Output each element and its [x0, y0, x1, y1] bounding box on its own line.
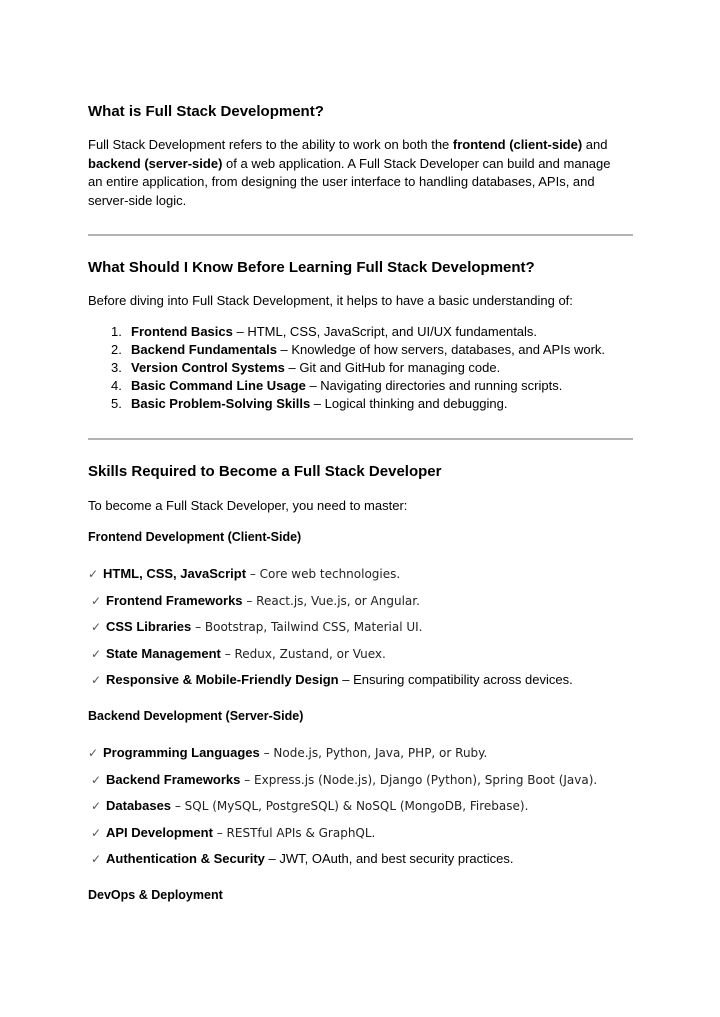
- list-item-term: Backend Fundamentals: [131, 342, 277, 357]
- list-item-description: – Git and GitHub for managing code.: [284, 360, 501, 375]
- list-number: 3.: [111, 360, 122, 375]
- skill-term: Databases: [106, 798, 172, 813]
- checkmark-icon: ✓: [91, 593, 102, 608]
- skill-description: – Redux, Zustand, or Vuex.: [220, 646, 386, 661]
- skill-term: Authentication & Security: [106, 851, 265, 866]
- checkmark-icon: ✓: [91, 673, 102, 687]
- subheading-frontend: Frontend Development (Client-Side): [88, 530, 302, 544]
- paragraph-skills-intro: To become a Full Stack Developer, you need to master:: [88, 498, 408, 513]
- list-item-description: – Navigating directories and running scripts.: [305, 378, 563, 393]
- paragraph-full-stack-definition: Full Stack Development refers to the ability to work on both the frontend (client-side) and backend (server-side) of a web application. A Full Stack Developer can build and manage an entire application, from designing the user interface to handling databases, APIs, and server-side logic.: [88, 137, 611, 208]
- divider-2: [88, 438, 633, 440]
- backend-skills-list: [88, 740, 597, 873]
- list-item: [88, 767, 597, 794]
- skill-term: CSS Libraries: [106, 619, 192, 634]
- list-item-term: Frontend Basics: [131, 324, 233, 339]
- skill-description: – Express.js (Node.js), Django (Python), Spring Boot (Java).: [240, 772, 598, 787]
- list-number: 5.: [111, 396, 122, 411]
- skill-term: API Development: [106, 824, 213, 840]
- list-item: [88, 846, 597, 873]
- list-item-description: – HTML, CSS, JavaScript, and UI/UX fundamentals.: [232, 324, 538, 339]
- checkmark-icon: ✓: [91, 825, 102, 840]
- frontend-skills-list: [88, 561, 573, 694]
- checkmark-icon: ✓: [91, 852, 102, 866]
- skill-description: – React.js, Vue.js, or Angular.: [242, 593, 420, 608]
- checkmark-icon: ✓: [91, 620, 102, 634]
- list-item: [88, 641, 573, 668]
- list-item: [88, 561, 573, 588]
- list-item-description: – Knowledge of how servers, databases, and APIs work.: [276, 342, 606, 357]
- list-number: 2.: [111, 342, 122, 357]
- skill-term: Backend Frameworks: [106, 771, 241, 787]
- divider-1: [88, 234, 633, 236]
- skill-term: Frontend Frameworks: [106, 592, 243, 608]
- skill-description: – Ensuring compatibility across devices.: [338, 672, 573, 687]
- list-number: 1.: [111, 324, 122, 339]
- checkmark-icon: ✓: [88, 746, 99, 760]
- list-number: 4.: [111, 378, 122, 393]
- skill-description: – JWT, OAuth, and best security practices.: [264, 851, 514, 866]
- checkmark-icon: ✓: [91, 646, 102, 661]
- list-item: [88, 588, 573, 615]
- paragraph-prerequisites-intro: Before diving into Full Stack Development, it helps to have a basic understanding of:: [88, 293, 573, 308]
- subheading-backend: Backend Development (Server-Side): [88, 709, 304, 723]
- heading-what-is-full-stack: What is Full Stack Development?: [88, 103, 324, 120]
- list-item: [88, 323, 605, 341]
- list-item: [88, 341, 605, 359]
- prerequisites-list: [88, 323, 605, 413]
- list-item-description: – Logical thinking and debugging.: [310, 396, 508, 411]
- list-item: [88, 667, 573, 694]
- list-item: [88, 377, 605, 395]
- list-item: [88, 614, 573, 641]
- heading-skills-required: Skills Required to Become a Full Stack Developer: [88, 463, 442, 480]
- list-item: [88, 820, 597, 847]
- skill-description: – SQL (MySQL, PostgreSQL) & NoSQL (MongoDB, Firebase).: [171, 799, 529, 813]
- skill-description: – RESTful APIs & GraphQL.: [212, 825, 376, 840]
- skill-term: Responsive & Mobile-Friendly Design: [106, 672, 339, 687]
- list-item: [88, 395, 605, 413]
- skill-description: – Core web technologies.: [246, 567, 401, 581]
- checkmark-icon: ✓: [91, 772, 102, 787]
- skill-description: – Bootstrap, Tailwind CSS, Material UI.: [191, 620, 423, 634]
- checkmark-icon: ✓: [88, 567, 99, 581]
- subheading-devops: DevOps & Deployment: [88, 888, 223, 902]
- skill-term: Programming Languages: [103, 745, 260, 760]
- skill-term: HTML, CSS, JavaScript: [103, 566, 247, 581]
- skill-description: – Node.js, Python, Java, PHP, or Ruby.: [259, 746, 488, 760]
- list-item-term: Basic Command Line Usage: [131, 378, 306, 393]
- list-item: [88, 793, 597, 820]
- list-item: [88, 359, 605, 377]
- list-item-term: Basic Problem-Solving Skills: [131, 396, 311, 411]
- checkmark-icon: ✓: [91, 799, 102, 813]
- skill-term: State Management: [106, 645, 221, 661]
- list-item: [88, 740, 597, 767]
- list-item-term: Version Control Systems: [131, 360, 285, 375]
- heading-prerequisites: What Should I Know Before Learning Full Stack Development?: [88, 259, 535, 276]
